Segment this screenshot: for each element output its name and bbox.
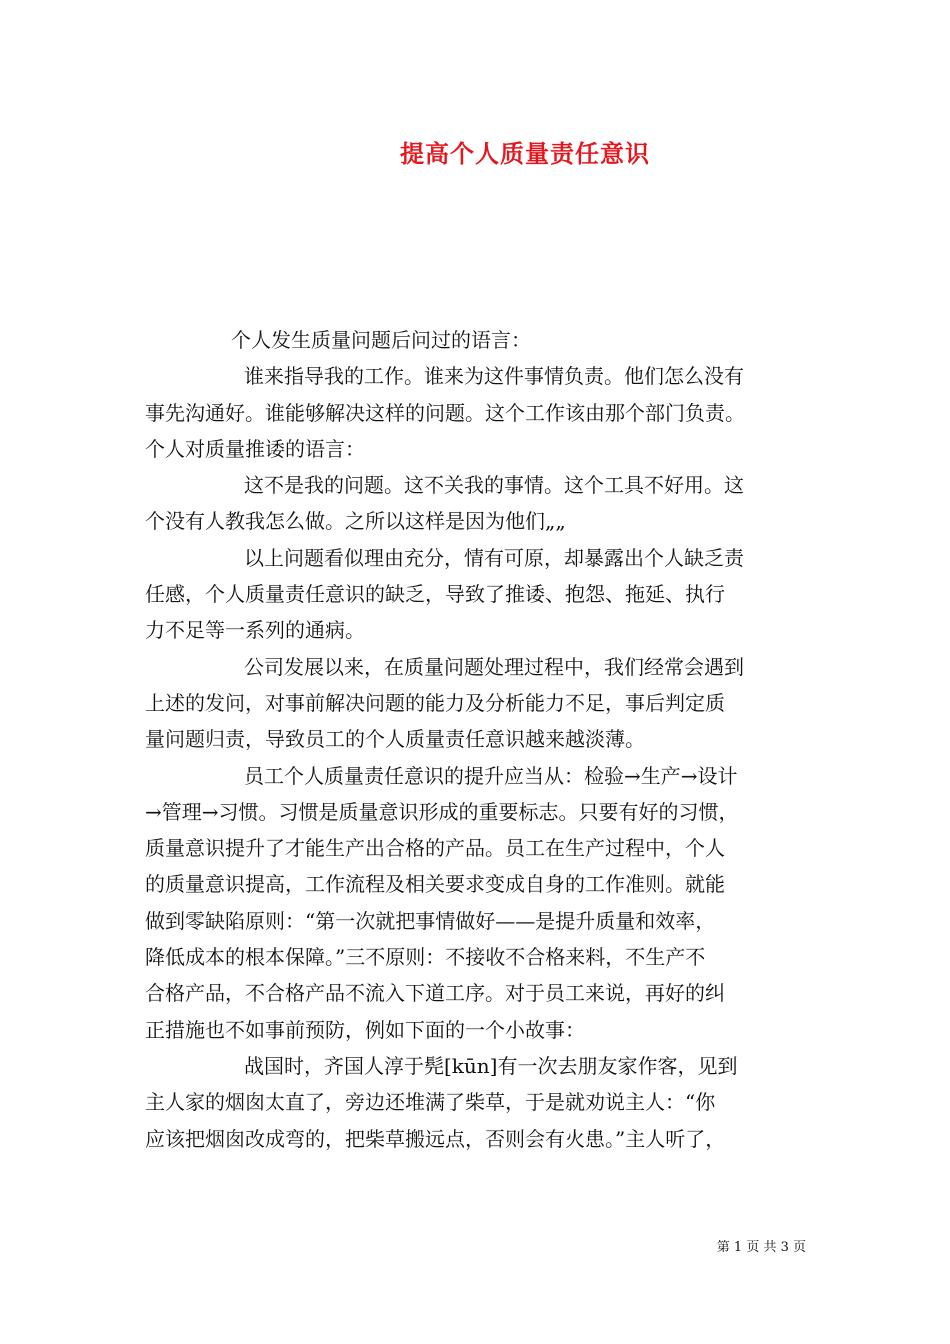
paragraph-line: 降低成本的根本保障。”三不原则：不接收不合格来料，不生产不 <box>145 945 706 970</box>
paragraph-line: 任感，个人质量责任意识的缺乏，导致了推诿、抱怨、拖延、执行 <box>145 582 725 607</box>
paragraph-line: 合格产品，不合格产品不流入下道工序。对于员工来说，再好的纠 <box>145 981 725 1006</box>
page-number: 第 1 页 共 3 页 <box>716 1240 806 1255</box>
paragraph-line: 这不是我的问题。这不关我的事情。这个工具不好用。这 <box>244 473 744 498</box>
paragraph-line: 事先沟通好。谁能够解决这样的问题。这个工作该由那个部门负责。 <box>145 400 745 425</box>
paragraph-line: 力不足等一系列的通病。 <box>145 618 365 643</box>
paragraph-line: 谁来指导我的工作。谁来为这件事情负责。他们怎么没有 <box>244 364 744 389</box>
paragraph-line: 上述的发问，对事前解决问题的能力及分析能力不足，事后判定质 <box>145 690 725 715</box>
paragraph-line: 质量意识提升了才能生产出合格的产品。员工在生产过程中，个人 <box>145 836 725 861</box>
paragraph-line: 以上问题看似理由充分，情有可原，却暴露出个人缺乏责 <box>244 545 744 570</box>
paragraph-line: 公司发展以来，在质量问题处理过程中，我们经常会遇到 <box>244 654 744 679</box>
document-body <box>145 322 810 1157</box>
paragraph-line: 做到零缺陷原则：“第一次就把事情做好——是提升质量和效率， <box>145 908 716 933</box>
paragraph-line: 应该把烟囱改成弯的，把柴草搬远点，否则会有火患。”主人听了， <box>145 1126 726 1151</box>
paragraph-line: 员工个人质量责任意识的提升应当从：检验→生产→设计 <box>244 763 738 788</box>
paragraph-line: 主人家的烟囱太直了，旁边还堆满了柴草，于是就劝说主人：“你 <box>145 1090 716 1115</box>
paragraph-line: →管理→习惯。习惯是质量意识形成的重要标志。只要有好的习惯， <box>145 799 739 824</box>
paragraph-line: 正措施也不如事前预防，例如下面的一个小故事： <box>145 1017 585 1042</box>
paragraph-line: 战国时，齐国人淳于髡[kūn]有一次去朋友家作客，见到 <box>244 1053 738 1078</box>
paragraph-line: 个人对质量推诿的语言： <box>145 436 365 461</box>
paragraph-line: 的质量意识提高，工作流程及相关要求变成自身的工作准则。就能 <box>145 872 725 897</box>
paragraph-line: 个没有人教我怎么做。之所以这样是因为他们„„ <box>145 509 566 534</box>
paragraph-line: 个人发生质量问题后问过的语言： <box>231 328 531 352</box>
paragraph-line: 量问题归责，导致员工的个人质量责任意识越来越淡薄。 <box>145 727 645 752</box>
document-title: 提高个人质量责任意识 <box>400 139 650 168</box>
